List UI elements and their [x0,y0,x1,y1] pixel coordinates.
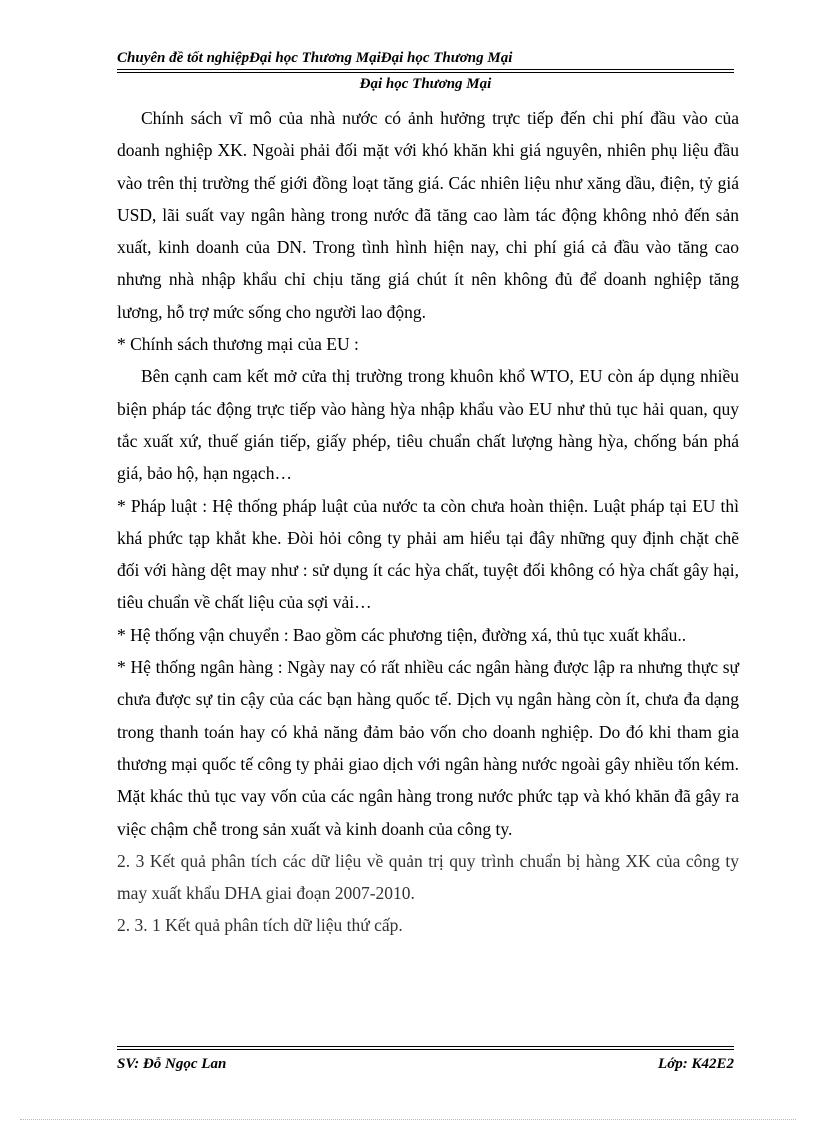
paragraph-eu-trade: Bên cạnh cam kết mở cửa thị trường trong khuôn khổ WTO, EU còn áp dụng nhiều biện pháp tác động trực tiếp vào hàng hỳa nhập khẩu vào EU như thủ tục hải quan, quy tắc xuất xứ, thuế gián tiếp, giấy phép, tiêu chuẩn chất lượng hàng hỳa, chống bán phá giá, bảo hộ, hạn ngạch… [117,366,739,484]
paragraph-transport: * Hệ thống vận chuyển : Bao gồm các phương tiện, đường xá, thủ tục xuất khẩu.. [117,624,687,645]
page-edge-divider [20,1119,796,1120]
page-footer [117,1046,734,1074]
paragraph-banking: * Hệ thống ngân hàng : Ngày nay có rất nhiều các ngân hàng được lập ra nhưng thực sự chưa được sự tin cậy của các bạn hàng quốc tế. Dịch vụ ngân hàng còn ít, chưa đa dạng trong thanh toán hay có khả năng đảm bảo vốn cho doanh nghiệp. Do đó khi tham gia thương mại quốc tế công ty phải giao dịch với ngân hàng nước ngoài gây nhiều tốn kém. Mặt khác thủ tục vay vốn của các ngân hàng trong nước phức tạp và khó khăn đã gây ra việc chậm chễ trong sản xuất và kinh doanh của công ty. [117,657,739,839]
footer-rule [117,1046,734,1050]
header-subtitle: Đại học Thương Mại [359,76,492,92]
header-title: Chuyên đề tốt nghiệpĐại học Thương MạiĐại học Thương Mại [117,50,513,66]
paragraph-law: * Pháp luật : Hệ thống pháp luật của nước ta còn chưa hoàn thiện. Luật pháp tại EU thì khá phức tạp khắt khe. Đòi hỏi công ty phải am hiểu tại đây những quy định chặt chẽ đối với hàng dệt may như : sử dụng ít các hỳa chất, tuyệt đối không có hỳa chất gây hại, tiêu chuẩn về chất liệu của sợi vải… [117,495,739,613]
header-rule [117,69,734,73]
page-header [117,48,734,94]
footer-student-name: SV: Đỗ Ngọc Lan [117,1056,227,1072]
section-heading-2-3: 2. 3 Kết quả phân tích các dữ liệu về quản trị quy trình chuẩn bị hàng XK của công ty may xuất khẩu DHA giai đoạn 2007-2010. [117,850,739,904]
footer-class: Lớp: K42E2 [658,1056,734,1072]
paragraph-eu-trade-heading: * Chính sách thương mại của EU : [117,334,359,355]
section-heading-2-3-1: 2. 3. 1 Kết quả phân tích dữ liệu thứ cấp. [117,915,403,936]
document-body [117,102,739,942]
paragraph-macro-policy: Chính sách vĩ mô của nhà nước có ảnh hưởng trực tiếp đến chi phí đầu vào của doanh nghiệp XK. Ngoài phải đối mặt với khó khăn khi giá nguyên, nhiên phụ liệu đầu vào trên thị trường thế giới đồng loạt tăng giá. Các nhiên liệu như xăng dầu, điện, tỷ giá USD, lãi suất vay ngân hàng trong nước đã tăng cao làm tác động không nhỏ đến sản xuất, kinh doanh của DN. Trong tình hình hiện nay, chi phí giá cả đầu vào tăng cao nhưng nhà nhập khẩu chỉ chịu tăng giá chút ít nên không đủ để doanh nghiệp tăng lương, hỗ trợ mức sống cho người lao động. [117,108,739,322]
